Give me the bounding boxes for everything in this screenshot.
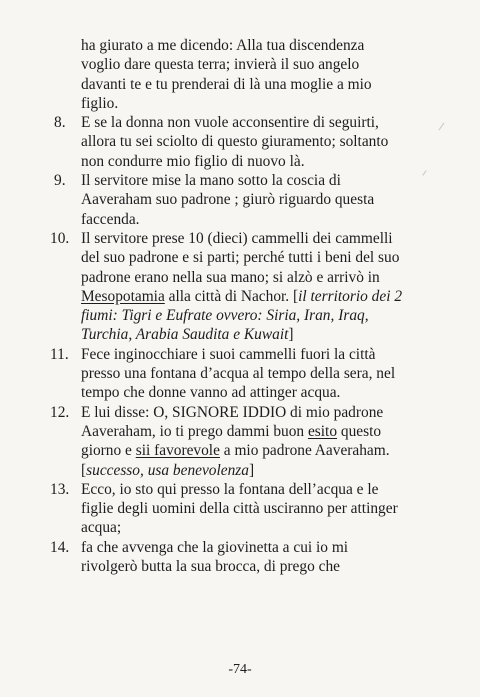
- verse-9: [54, 171, 404, 229]
- underlined-term: sii favorevole: [135, 442, 220, 460]
- paper-speck: [422, 170, 426, 175]
- verse-number: 11.: [50, 345, 69, 363]
- bracket-close: ]: [288, 326, 294, 344]
- verse-number: 9.: [54, 172, 66, 190]
- underlined-term: esito: [307, 422, 338, 440]
- verse-text-block: [50, 36, 404, 576]
- verse-number: 14.: [50, 538, 70, 556]
- verse-text: alla città di Nachor. [: [164, 287, 299, 305]
- verse-text: questo giorno e: [81, 422, 382, 460]
- verse-number: 13.: [50, 480, 70, 498]
- verse-number: 10.: [50, 229, 70, 247]
- verse-13: [50, 480, 404, 538]
- verse-text: E se la donna non vuole acconsentire di seguirti, allora tu sei sciolto di questo giuramento; soltanto non condurre mio figlio di nuovo là.: [81, 114, 389, 170]
- paper-speck: [439, 123, 445, 131]
- verse-8: [54, 113, 404, 171]
- verse-text: Il servitore prese 10 (dieci) cammelli dei cammelli del suo padrone e si parti; perché tutti i beni del suo padrone erano nella sua mano; si alzò e arrivò in: [81, 229, 400, 286]
- bracket-close: ]: [248, 461, 255, 479]
- verse-number: 12.: [50, 403, 70, 421]
- verse-number: 8.: [54, 114, 66, 132]
- page-number: -74-: [228, 662, 252, 677]
- verse-text: a mio padrone Aaveraham. [: [81, 442, 390, 479]
- verse-text: E lui disse: O, SIGNORE IDDIO di mio padrone Aaveraham, io ti prego dammi buon: [81, 403, 384, 440]
- verse-11: [50, 345, 404, 403]
- verse-12: [50, 403, 404, 480]
- verse-text: Il servitore mise la mano sotto la coscia di Aaveraham suo padrone ; giurò riguardo questa faccenda.: [81, 172, 375, 228]
- verse-text: fa che avvenga che la giovinetta a cui io mi rivolgerò butta la sua brocca, di prego che: [81, 538, 349, 576]
- italic-note: il territorio dei 2 fiumi: Tigri e Eufrate ovvero: Siria, Iran, Iraq, Turchia, Arabia Saudita e Kuwait: [81, 287, 403, 344]
- italic-note: successo, usa benevolenza: [86, 461, 249, 479]
- verse-text: Fece inginocchiare i suoi cammelli fuori la città presso una fontana d’acqua al tempo della sera, nel tempo che donne vanno ad attinger acqua.: [81, 345, 396, 402]
- verse-10: [50, 229, 404, 345]
- verse-text: ha giurato a me dicendo: Alla tua discendenza voglio dare questa terra; invierà il suo angelo davanti te e tu prenderai di là una moglie a mio figlio.: [81, 37, 372, 112]
- verse-continuation: [54, 36, 404, 113]
- underlined-term: Mesopotamia: [81, 287, 165, 305]
- verse-14: [50, 538, 404, 577]
- verse-text: Ecco, io sto qui presso la fontana dell’acqua e le figlie degli uomini della città usciranno per attinger acqua;: [81, 480, 398, 537]
